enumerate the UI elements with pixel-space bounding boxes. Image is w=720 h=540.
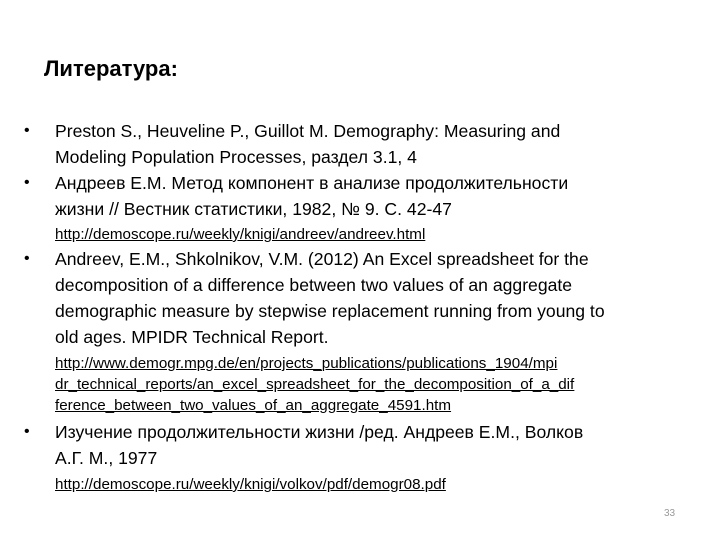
reference-item — [24, 419, 710, 495]
reference-item — [24, 246, 710, 416]
reference-item — [24, 170, 710, 245]
reference-text-line: А.Г. М., 1977 — [55, 448, 158, 468]
reference-text-line: old ages. MPIDR Technical Report. — [55, 327, 329, 347]
reference-text-line: Andreev, E.M., Shkolnikov, V.M. (2012) An Excel spreadsheet for the — [55, 249, 589, 269]
reference-link-line: dr_technical_reports/an_excel_spreadsheet_for_the_decomposition_of_a_dif — [55, 376, 575, 393]
reference-link[interactable]: http://demoscope.ru/weekly/knigi/andreev/andreev.html — [55, 226, 426, 243]
reference-text-line: жизни // Вестник статистики, 1982, № 9. С. 42-47 — [55, 199, 452, 219]
reference-text-line: demographic measure by stepwise replacement running from young to — [55, 301, 605, 321]
reference-text-line: Modeling Population Processes, раздел 3.1, 4 — [55, 147, 417, 167]
bullet-icon: • — [24, 174, 30, 191]
bullet-icon: • — [24, 423, 30, 440]
reference-link[interactable]: http://demoscope.ru/weekly/knigi/volkov/pdf/demogr08.pdf — [55, 476, 446, 493]
reference-text-line: Андреев Е.М. Метод компонент в анализе продолжительности — [55, 173, 569, 193]
reference-link-line: ference_between_two_values_of_an_aggregate_4591.htm — [55, 397, 452, 414]
reference-link-line: http://www.demogr.mpg.de/en/projects_publications/publications_1904/mpi — [55, 355, 558, 372]
reference-item — [24, 118, 710, 170]
reference-link[interactable] — [55, 353, 710, 416]
slide-title: Литература: — [44, 56, 178, 81]
bullet-icon: • — [24, 122, 30, 139]
bullet-icon: • — [24, 250, 30, 267]
reference-text-line: Изучение продолжительности жизни /ред. Андреев Е.М., Волков — [55, 422, 584, 442]
page-number: 33 — [664, 508, 676, 519]
reference-list — [24, 118, 710, 495]
reference-text-line: decomposition of a difference between two values of an aggregate — [55, 275, 573, 295]
reference-text-line: Preston S., Heuveline P., Guillot M. Demography: Measuring and — [55, 121, 561, 141]
